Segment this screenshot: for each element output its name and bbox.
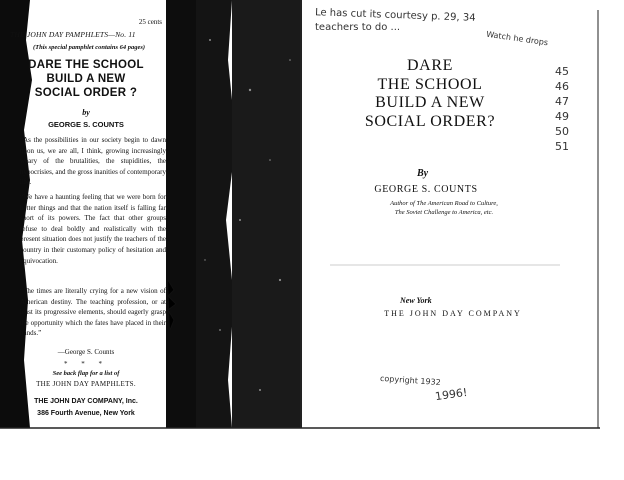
handwritten-page-number: 50 (555, 125, 569, 138)
see-back-note: See back flap for a list of (52, 370, 120, 377)
publisher-name: THE JOHN DAY COMPANY, Inc. (34, 398, 138, 405)
handwritten-page-number: 47 (555, 95, 569, 108)
publisher-city: New York (400, 296, 432, 305)
stars-divider: * * * (64, 360, 108, 368)
publisher-address: 386 Fourth Avenue, New York (37, 410, 135, 417)
cover-title (6, 58, 166, 100)
handwritten-note-side: Watch he drops (485, 29, 549, 48)
center-gutter (166, 0, 196, 428)
handwritten-year: 1996! (434, 385, 469, 404)
quote-signature: —George S. Counts (57, 348, 115, 356)
quote-paragraph-3: “The times are literally crying for a new vision of American destiny. The teaching profession, or at least its progressive elements, should eagerly grasp the opportunity which the fates have placed in their hands.” (20, 287, 166, 338)
handwritten-page-number: 45 (555, 65, 569, 78)
by-label: By (417, 168, 429, 179)
cover-by-label: by (82, 108, 90, 117)
cover-author: GEORGE S. COUNTS (48, 120, 124, 129)
title-line: SOCIAL ORDER? (364, 112, 496, 130)
author-name: GEORGE S. COUNTS (374, 184, 478, 195)
title-line: THE SCHOOL (377, 75, 483, 93)
quote-paragraph-1: “As the possibilities in our society begin to dawn upon us, we are all, I think, growing increasingly weary of the brutalities, the stupidities, the hypocrisies, and the gross inanities of contemporary life. (20, 136, 166, 187)
other-works-line: The Soviet Challenge to America, etc. (394, 209, 494, 216)
handwritten-page-number: 49 (555, 110, 569, 123)
series-label: THE JOHN DAY PAMPHLETS—No. 11 (10, 30, 136, 39)
handwritten-page-number: 51 (555, 140, 569, 153)
publisher-imprint: THE JOHN DAY COMPANY (384, 309, 522, 318)
page-title (340, 57, 520, 131)
handwritten-note-line1: Le has cut its courtesy p. 29, 34 (314, 7, 476, 24)
title-line: BUILD A NEW (375, 94, 485, 111)
see-back-series: THE JOHN DAY PAMPHLETS. (36, 380, 136, 388)
title-page (300, 0, 600, 430)
other-works (354, 199, 534, 217)
cover-title-line: SOCIAL ORDER ? (34, 87, 138, 99)
cover-flap (6, 8, 166, 426)
handwritten-page-list (550, 64, 574, 154)
handwritten-page-number: 46 (555, 80, 569, 93)
price-label: 25 cents (138, 18, 162, 26)
other-works-line: Author of The American Road to Culture, (390, 200, 498, 207)
cover-title-line: BUILD A NEW (46, 73, 126, 85)
handwritten-note-line2: teachers to do ... (315, 22, 401, 33)
title-line: DARE (407, 57, 453, 74)
handwritten-copyright: copyright 1932 (379, 373, 442, 388)
quote-paragraph-2: “We have a haunting feeling that we were born for better things and that the nation itself is falling far short of its powers. The fact that other groups refuse to deal boldly and realistically with the present situation does not justify the teachers of the country in their customary policy of hesitation and equivocation. (20, 193, 166, 265)
pages-note: (This special pamphlet contains 64 pages) (32, 44, 146, 51)
cover-title-line: DARE THE SCHOOL (28, 59, 144, 71)
